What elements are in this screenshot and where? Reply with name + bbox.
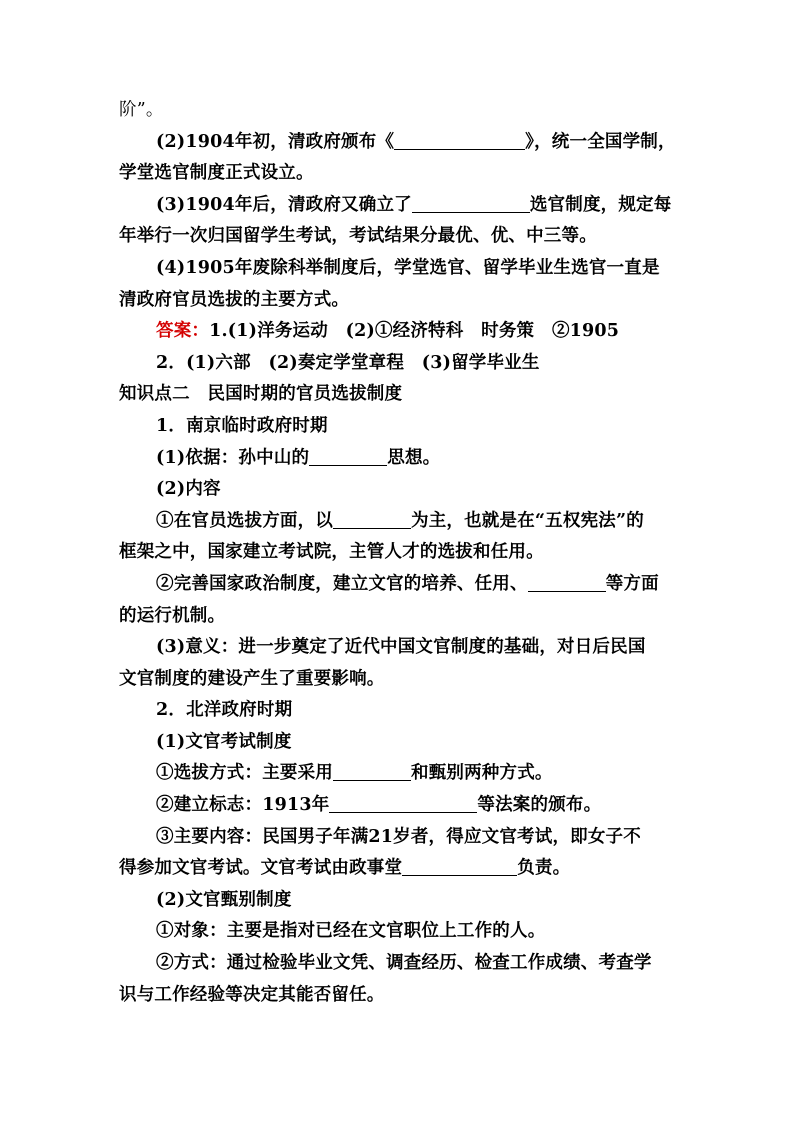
text-line xyxy=(119,190,679,222)
text-line xyxy=(119,158,679,190)
line-text: 文官制度的建设产生了重要影响。 xyxy=(119,668,385,689)
answer-line xyxy=(119,316,679,348)
line-text: ①对象：主要是指对已经在文官职位上工作的人。 xyxy=(156,921,546,942)
text-line xyxy=(119,727,679,759)
document-page xyxy=(119,95,679,1011)
text-line xyxy=(119,443,679,475)
line-text: 知识点二 民国时期的官员选拔制度 xyxy=(119,384,403,405)
line-text: 阶”。 xyxy=(119,100,164,120)
line-text: 框架之中，国家建立考试院，主管人才的选拔和任用。 xyxy=(119,542,544,563)
line-text: (2)内容 xyxy=(156,479,221,500)
line-text: 2．(1)六部 (2)奏定学堂章程 (3)留学毕业生 xyxy=(156,352,540,373)
answer-label: 答案： xyxy=(156,321,210,342)
line-text: 清政府官员选拔的主要方式。 xyxy=(119,289,350,310)
line-text: (1)依据：孙中山的 xyxy=(156,447,310,468)
line-text: ③主要内容：民国男子年满21岁者，得应文官考试，即女子不 xyxy=(156,826,641,847)
line-text-after: 思想。 xyxy=(387,447,441,468)
line-text-after: 等方面 xyxy=(605,573,659,594)
line-text-after: 为主，也就是在“五权宪法”的 xyxy=(411,510,644,531)
line-text-after: 负责。 xyxy=(517,858,571,879)
fill-blank[interactable] xyxy=(333,761,411,781)
text-line xyxy=(119,569,679,601)
text-line xyxy=(119,916,679,948)
fill-blank[interactable] xyxy=(528,572,606,592)
line-text-after: 和甄别两种方式。 xyxy=(411,763,553,784)
line-text: 得参加文官考试。文官考试由政事堂 xyxy=(119,858,403,879)
line-text: 1.(1)洋务运动 (2)①经济特科 时务策 ②1905 xyxy=(209,321,620,342)
line-text: 学堂选官制度正式设立。 xyxy=(119,163,314,184)
fill-blank[interactable] xyxy=(394,130,525,150)
text-line xyxy=(119,601,679,633)
fill-blank[interactable] xyxy=(402,856,517,876)
line-text: ②完善国家政治制度，建立文官的培养、任用、 xyxy=(156,573,528,594)
text-line xyxy=(119,474,679,506)
line-text-after: 》，统一全国学制， xyxy=(525,131,676,152)
line-text: ①在官员选拔方面，以 xyxy=(156,510,333,531)
line-text: ①选拔方式：主要采用 xyxy=(156,763,333,784)
text-line xyxy=(119,758,679,790)
line-text: 年举行一次归国留学生考试，考试结果分最优、优、中三等。 xyxy=(119,226,597,247)
text-line xyxy=(119,885,679,917)
line-text: ②建立标志：1913年 xyxy=(156,795,330,816)
fill-blank[interactable] xyxy=(412,193,530,213)
text-line xyxy=(119,790,679,822)
text-line xyxy=(119,980,679,1012)
line-text: 2．北洋政府时期 xyxy=(156,700,293,721)
subsection-heading xyxy=(119,695,679,727)
line-text: ②方式：通过检验毕业文凭、调查经历、检查工作成绩、考查学 xyxy=(156,953,652,974)
section-heading xyxy=(119,379,679,411)
line-text: 1．南京临时政府时期 xyxy=(156,415,328,436)
text-line xyxy=(119,632,679,664)
subsection-heading xyxy=(119,411,679,443)
line-text: 的运行机制。 xyxy=(119,605,226,626)
line-text: (2)文官甄别制度 xyxy=(156,889,292,910)
line-text: (4)1905年废除科举制度后，学堂选官、留学毕业生选官一直是 xyxy=(156,257,660,278)
text-line xyxy=(119,253,679,285)
text-line xyxy=(119,95,679,127)
line-text: (1)文官考试制度 xyxy=(156,731,292,752)
text-line xyxy=(119,221,679,253)
line-text: (3)1904年后，清政府又确立了 xyxy=(156,194,412,215)
fill-blank[interactable] xyxy=(309,446,387,466)
line-text: 识与工作经验等决定其能否留任。 xyxy=(119,984,385,1005)
text-line xyxy=(119,506,679,538)
fill-blank[interactable] xyxy=(329,793,477,813)
line-text-after: 等法案的颁布。 xyxy=(477,795,602,816)
fill-blank[interactable] xyxy=(333,509,411,529)
text-line xyxy=(119,853,679,885)
line-text-after: 选官制度，规定每 xyxy=(529,194,672,215)
answer-line xyxy=(119,348,679,380)
text-line xyxy=(119,822,679,854)
text-line xyxy=(119,948,679,980)
text-line xyxy=(119,285,679,317)
text-line xyxy=(119,127,679,159)
text-line xyxy=(119,537,679,569)
line-text: (3)意义：进一步奠定了近代中国文官制度的基础，对日后民国 xyxy=(156,637,646,658)
text-line xyxy=(119,664,679,696)
line-text: (2)1904年初，清政府颁布《 xyxy=(156,131,395,152)
